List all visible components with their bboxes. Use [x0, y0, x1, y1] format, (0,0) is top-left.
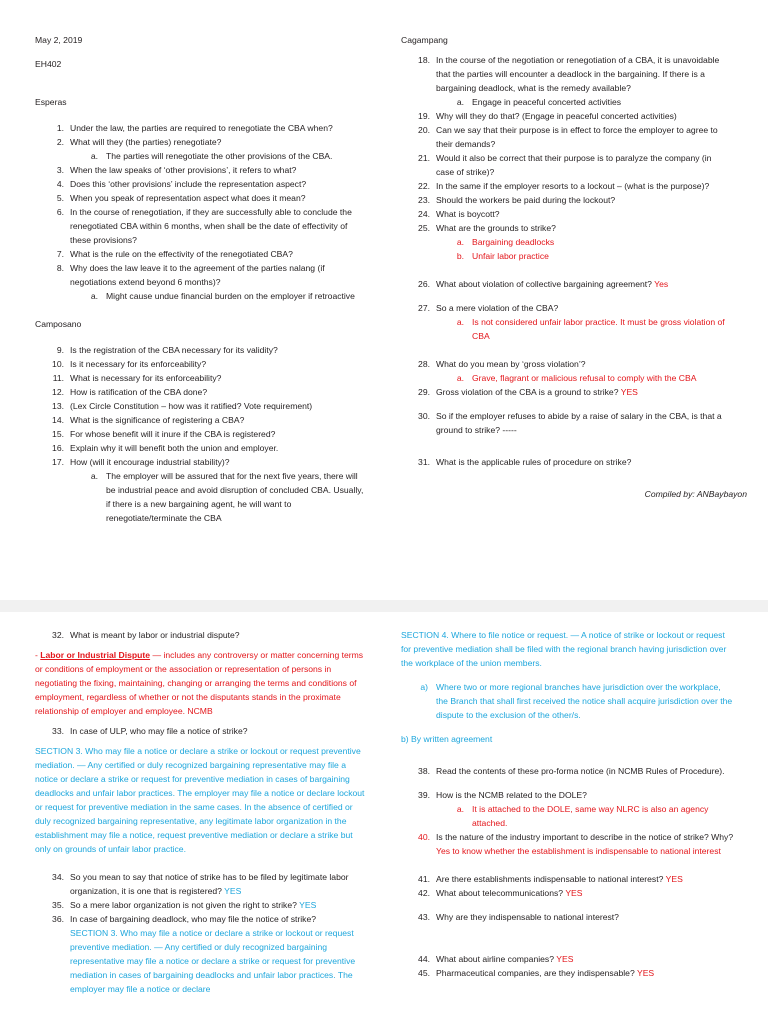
page1-left-column: [35, 33, 365, 525]
list-item-text: Under the law, the parties are required to renegotiate the CBA when?: [70, 123, 333, 133]
page2-left-column: [35, 628, 365, 996]
list-item-text: In the course of renegotiation, if they are successfully able to conclude the renegotiated CBA within 6 months, when shall be the date of effectivity of these provisions?: [70, 207, 352, 245]
list-item-text: Does this ‘other provisions’ include the representation aspect?: [70, 179, 307, 189]
question-list-esperas: [35, 121, 365, 303]
list-item: [56, 177, 365, 191]
list-item: 34. So you mean to say that notice of strike has to be filed by legitimate labor organization, it is one that is registered? YES: [52, 872, 349, 896]
list-item: [52, 413, 365, 427]
group-title-esperas: Esperas: [35, 97, 67, 107]
list-item: [56, 121, 365, 135]
list-item: a. Bargaining deadlocks: [456, 237, 555, 247]
list-item-number: 7.: [56, 249, 64, 259]
list-item: [56, 191, 365, 205]
question-list-cagampang: [418, 53, 731, 469]
list-item-number: 8.: [56, 263, 64, 273]
answer: Yes: [654, 279, 669, 289]
section-4-item-b: b) By written agreement: [401, 734, 493, 744]
list-item-number: 15.: [52, 429, 64, 439]
list-item-text: Explain why it will benefit both the union and employer.: [70, 443, 279, 453]
answer: Yes to know whether the establishment is indispensable to national interest: [436, 846, 721, 856]
list-item: 18. In the course of the negotiation or renegotiation of a CBA, it is unavoidable that the parties will encounter a deadlock in the bargaining. If there is a bargaining deadlock, what is the remedy available?: [418, 55, 720, 93]
list-item: [56, 261, 365, 289]
list-item: [90, 469, 365, 525]
list-item-number: 12.: [52, 387, 64, 397]
list-item: 22. In the same if the employer resorts to a lockout – (what is the purpose)?: [418, 181, 710, 191]
list-item: 20. Can we say that their purpose is in effect to force the employer to agree to their demands?: [418, 125, 718, 149]
list-item-number: 9.: [56, 345, 64, 355]
list-item: [90, 149, 365, 163]
list-item: a. It is attached to the DOLE, same way NLRC is also an agency attached.: [456, 804, 709, 828]
list-item: 40. Is the nature of the industry important to describe in the notice of strike? Why? Yes to know whether the establishment is indispensable to national interest: [418, 832, 734, 856]
list-item: 38. Read the contents of these pro-forma notice (in NCMB Rules of Procedure).: [418, 766, 725, 776]
list-item-text: For whose benefit will it inure if the CBA is registered?: [70, 429, 276, 439]
list-item: b. Unfair labor practice: [456, 251, 549, 261]
list-item-text: Is the registration of the CBA necessary for its validity?: [70, 345, 278, 355]
list-item: [52, 399, 365, 413]
list-item: [56, 135, 365, 149]
list-item: a. Grave, flagrant or malicious refusal to comply with the CBA: [456, 373, 697, 383]
section-3-text-repeat: SECTION 3. Who may file a notice or declare a strike or lockout or request preventive mediation. — Any certified or duly recognized bargaining representative may file a notice or declare a strike or request for preventive mediation in cases of bargaining deadlocks and unfair labor practices. The employer may file a notice or declare: [70, 928, 356, 994]
list-item-number: 1.: [56, 123, 64, 133]
list-item: 36. In case of bargaining deadlock, who may file the notice of strike?: [52, 914, 317, 924]
list-item: 26. What about violation of collective bargaining agreement? Yes: [418, 279, 669, 289]
list-item: a. Engage in peaceful concerted activities: [456, 97, 622, 107]
list-item-number: 6.: [56, 207, 64, 217]
list-item-number: 2.: [56, 137, 64, 147]
list-item-text: (Lex Circle Constitution – how was it ratified? Vote requirement): [70, 401, 313, 411]
answer: YES: [620, 387, 638, 397]
list-item: 21. Would it also be correct that their purpose is to paralyze the company (in case of strike)?: [418, 153, 712, 177]
list-item: a. Is not considered unfair labor practice. It must be gross violation of CBA: [456, 317, 725, 341]
list-item-number: a.: [90, 151, 98, 161]
list-item: 27. So a mere violation of the CBA?: [418, 303, 559, 313]
answer: YES: [565, 888, 583, 898]
list-item-text: What is the significance of registering a CBA?: [70, 415, 245, 425]
answer: YES: [665, 874, 683, 884]
list-item-number: 3.: [56, 165, 64, 175]
list-item: 28. What do you mean by ‘gross violation’?: [418, 359, 586, 369]
list-item: [56, 205, 365, 247]
list-item-number: 14.: [52, 415, 64, 425]
section-4-item-a: a) Where two or more regional branches have jurisdiction over the workplace, the Branch that shall first received the notice shall acquire jurisdiction over the dispute to the exclusion of the other/s.: [420, 682, 733, 720]
answer: YES: [556, 954, 574, 964]
list-item: [56, 163, 365, 177]
list-item: 35. So a mere labor organization is not given the right to strike? YES: [52, 900, 317, 910]
list-item: [90, 289, 365, 303]
list-item: [52, 371, 365, 385]
list-item-text: Might cause undue financial burden on the employer if retroactive: [106, 291, 355, 301]
answer: YES: [299, 900, 317, 910]
list-item: 19. Why will they do that? (Engage in peaceful concerted activities): [418, 111, 677, 121]
list-item: 43. Why are they indispensable to national interest?: [418, 912, 619, 922]
list-item-text: How (will it encourage industrial stability)?: [70, 457, 230, 467]
list-item: 24. What is boycott?: [418, 209, 500, 219]
list-item-number: 11.: [52, 373, 64, 383]
list-item: 33. In case of ULP, who may file a notice of strike?: [52, 726, 248, 736]
list-item-number: 17.: [52, 457, 64, 467]
list-item: 45. Pharmaceutical companies, are they indispensable? YES: [418, 968, 655, 978]
section-4-text: SECTION 4. Where to file notice or request. — A notice of strike or lockout or request for preventive mediation shall be filed with the regional branch having jurisdiction over the workplace of the union members.: [401, 630, 727, 668]
list-item: 29. Gross violation of the CBA is a ground to strike? YES: [418, 387, 638, 397]
list-item: [52, 357, 365, 371]
list-item-text: The employer will be assured that for the next five years, there will be industrial peace and avoid disruption of concluded CBA. Usually, if there is a new bargaining agent, he will want to renegotiate/terminate the CBA: [106, 471, 364, 523]
answer: YES: [636, 968, 655, 978]
list-item: 31. What is the applicable rules of procedure on strike?: [418, 457, 632, 467]
list-item-text: What is necessary for its enforceability?: [70, 373, 222, 383]
list-item: 42. What about telecommunications? YES: [418, 888, 583, 898]
list-item: [52, 427, 365, 441]
list-item-number: 10.: [52, 359, 64, 369]
list-item: 44. What about airline companies? YES: [418, 954, 574, 964]
list-item-number: 13.: [52, 401, 64, 411]
course-code: EH402: [35, 59, 62, 69]
list-item-number: 5.: [56, 193, 64, 203]
page-separator: [0, 600, 768, 612]
group-title-camposano: Camposano: [35, 319, 82, 329]
list-item: 30. So if the employer refuses to abide by a raise of salary in the CBA, is that a ground to strike? -----: [418, 411, 722, 435]
compiled-by: Compiled by: ANBaybayon: [644, 489, 747, 499]
list-item: [56, 343, 365, 357]
list-item: 41. Are there establishments indispensable to national interest? YES: [418, 874, 683, 884]
list-item-number: 16.: [52, 443, 64, 453]
list-item: 39. How is the NCMB related to the DOLE?: [418, 790, 587, 800]
list-item-text: How is ratification of the CBA done?: [70, 387, 208, 397]
list-item-text: What will they (the parties) renegotiate?: [70, 137, 222, 147]
list-item: [56, 247, 365, 261]
list-item: [52, 385, 365, 399]
list-item: 32. What is meant by labor or industrial dispute?: [52, 630, 240, 640]
list-item-number: 4.: [56, 179, 64, 189]
list-item: [52, 455, 365, 469]
list-item-text: The parties will renegotiate the other provisions of the CBA.: [106, 151, 333, 161]
page1-right-column: [401, 33, 747, 501]
date: May 2, 2019: [35, 35, 83, 45]
list-item-number: a.: [90, 471, 98, 481]
list-item: 23. Should the workers be paid during the lockout?: [418, 195, 616, 205]
definition-labor-dispute: - Labor or Industrial Dispute — includes any controversy or matter concerning terms or conditions of employment or the association or representation of persons in negotiating the fixing, maintaining, changing or arranging the terms and conditions of employment, regardless of whether or not the disputants stands in the proximate relationship of employer and employee. NCMB: [35, 650, 364, 716]
group-title-cagampang: Cagampang: [401, 35, 448, 45]
list-item-text: Is it necessary for its enforceability?: [70, 359, 207, 369]
list-item-number: a.: [90, 291, 98, 301]
list-item: [52, 441, 365, 455]
question-list-camposano: [35, 343, 365, 525]
list-item-text: When you speak of representation aspect what does it mean?: [70, 193, 306, 203]
list-item-text: Why does the law leave it to the agreement of the parties nalang (if negotiations extend beyond 6 months)?: [70, 263, 325, 287]
page-2: [0, 612, 768, 1024]
answer: YES: [224, 886, 242, 896]
section-3-text: SECTION 3. Who may file a notice or declare a strike or lockout or request preventive mediation. — Any certified or duly recognized bargaining representative may file a notice or declare a strike or request for preventive mediation in cases of bargaining deadlocks and unfair labor practices. The employer may file a notice or declare lockout or request for preventive mediation in the same cases. In the absence of certified or duly recognized bargaining representative, any legitimate labor organization in the establishment may file a notice, request preventive mediation or declare a strike but only on grounds of unfair labor practice.: [35, 746, 365, 854]
list-item-text: When the law speaks of ‘other provisions’, it refers to what?: [70, 165, 297, 175]
list-item: 25. What are the grounds to strike?: [418, 223, 556, 233]
page2-right-column: [401, 628, 735, 980]
list-item-text: What is the rule on the effectivity of the renegotiated CBA?: [70, 249, 293, 259]
